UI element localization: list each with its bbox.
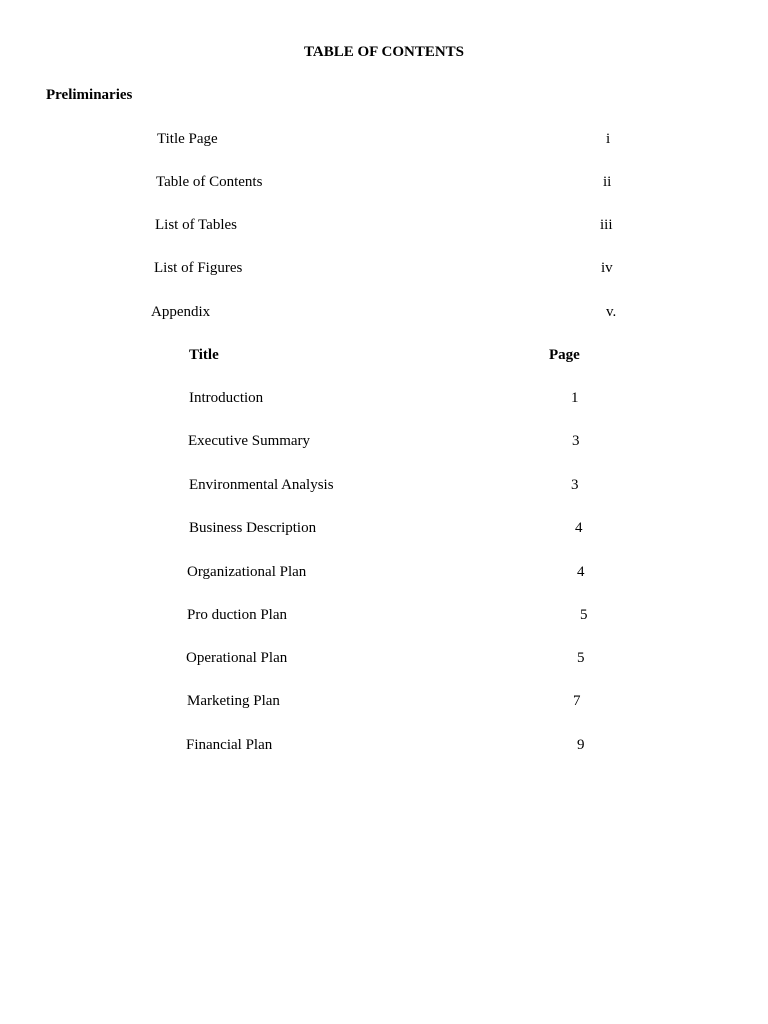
toc-entry-page: 7 bbox=[573, 693, 581, 709]
toc-entry-title: List of Figures bbox=[154, 260, 243, 276]
toc-entry-page: ii bbox=[603, 174, 612, 190]
toc-entry-title: Financial Plan bbox=[186, 737, 273, 753]
section-label-preliminaries: Preliminaries bbox=[46, 87, 133, 103]
toc-entry-title: List of Tables bbox=[155, 217, 237, 233]
toc-entry-page: i bbox=[606, 131, 611, 147]
toc-entry-title: Table of Contents bbox=[156, 174, 263, 190]
toc-entry-page: 4 bbox=[575, 520, 583, 536]
toc-entry-page: 5 bbox=[577, 650, 585, 666]
toc-entry-page: iii bbox=[600, 217, 613, 233]
toc-entry-title: Operational Plan bbox=[186, 650, 288, 666]
toc-entry-title: Executive Summary bbox=[188, 433, 311, 449]
toc-entry-page: 5 bbox=[580, 607, 588, 623]
toc-entry-page: iv bbox=[601, 260, 613, 276]
toc-entry-page: 9 bbox=[577, 737, 585, 753]
toc-entry-page: 4 bbox=[577, 564, 585, 580]
toc-entry-page: 1 bbox=[571, 390, 579, 406]
toc-entry-title: Marketing Plan bbox=[187, 693, 280, 709]
column-header-page: Page bbox=[549, 347, 580, 363]
toc-entry-title: Appendix bbox=[151, 304, 211, 320]
toc-entry-title: Title Page bbox=[157, 131, 218, 147]
toc-entry-title: Pro duction Plan bbox=[187, 607, 287, 623]
toc-entry-page: 3 bbox=[572, 433, 580, 449]
toc-entry-title: Organizational Plan bbox=[187, 564, 307, 580]
toc-entry-title: Introduction bbox=[189, 390, 264, 406]
toc-entry-title: Business Description bbox=[189, 520, 317, 536]
toc-entry-page: 3 bbox=[571, 477, 579, 493]
column-header-title: Title bbox=[189, 347, 219, 363]
toc-entry-page: v. bbox=[606, 304, 617, 320]
toc-entry-title: Environmental Analysis bbox=[189, 477, 334, 493]
page-title: TABLE OF CONTENTS bbox=[303, 44, 465, 60]
